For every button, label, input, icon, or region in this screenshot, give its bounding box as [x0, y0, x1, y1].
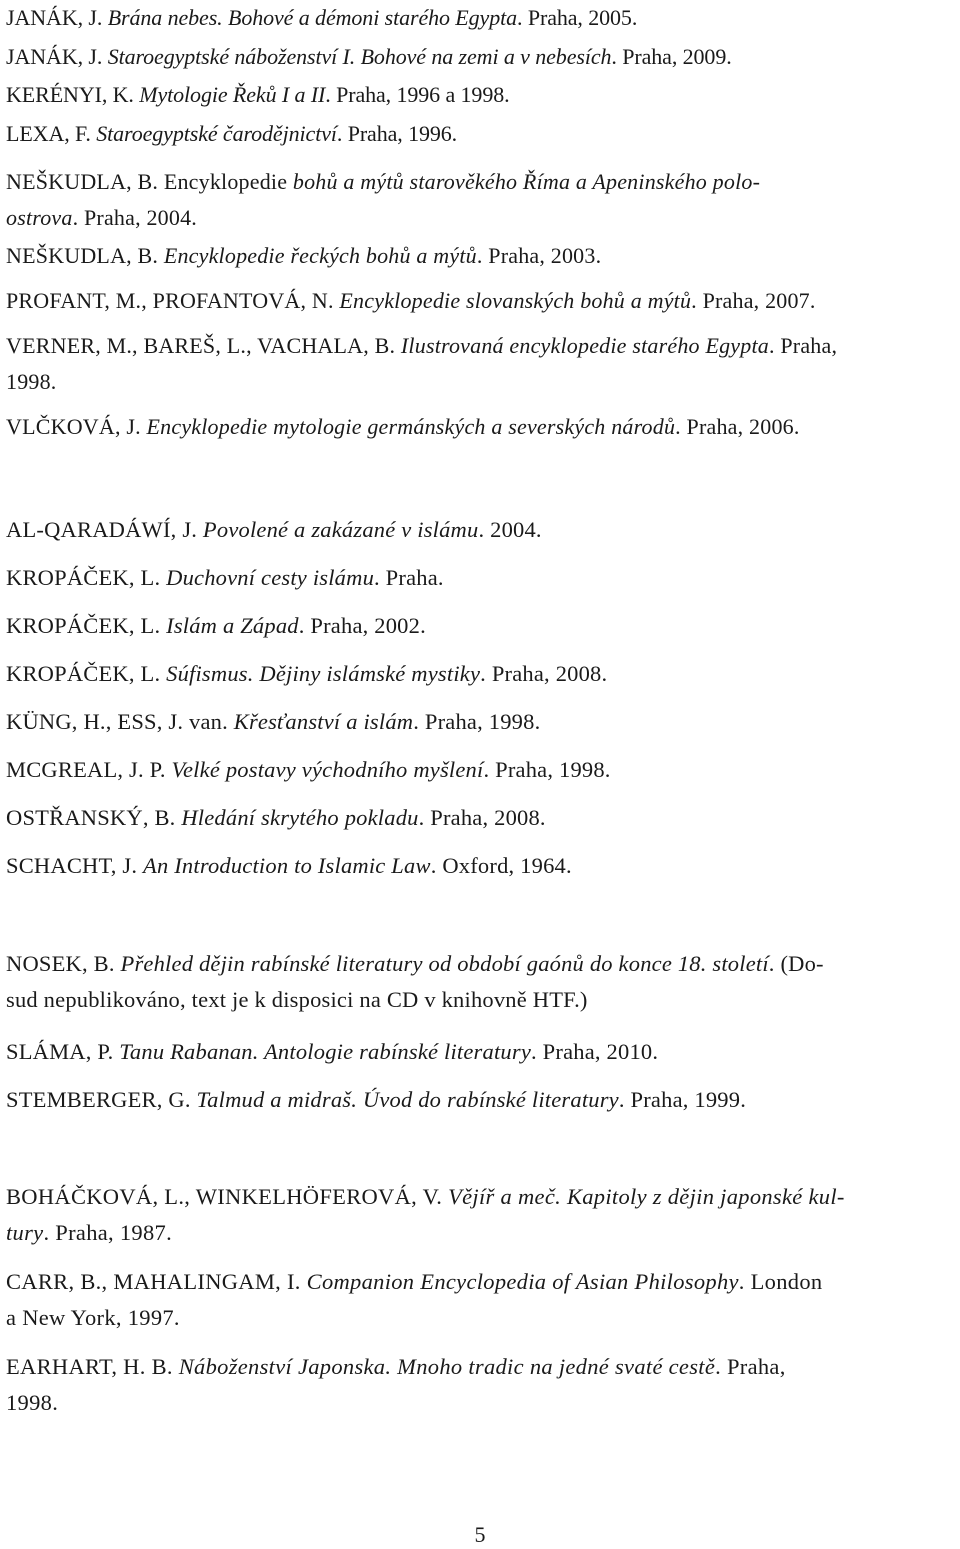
entry-text: JANÁK, J.	[6, 5, 108, 30]
entry-title-text: Přehled dějin rabínské literatury od období gaónů do konce 18. století	[120, 951, 769, 976]
bibliography-entry	[6, 1179, 936, 1251]
entry-line	[6, 39, 936, 75]
entry-text: . Praha, 2006.	[675, 414, 800, 439]
entry-title-text: Encyklopedie slovanských bohů a mýtů	[339, 288, 692, 313]
entry-line	[6, 364, 936, 400]
entry-text: KROPÁČEK, L.	[6, 613, 167, 638]
entry-text: PROFANT, M., PROFANTOVÁ, N.	[6, 288, 340, 313]
entry-line	[6, 946, 936, 982]
entry-text: 1998.	[6, 369, 57, 394]
bibliography-entry	[6, 560, 936, 596]
entry-text: . Praha, 2003.	[476, 243, 602, 268]
entry-text: NEŠKUDLA, B. Encyklopedie	[6, 169, 293, 194]
bibliography-entry	[6, 283, 936, 319]
entry-text: . Praha, 1998.	[483, 757, 611, 782]
bibliography-entry	[6, 608, 936, 644]
bibliography-entry	[6, 800, 936, 836]
entry-text: NOSEK, B.	[6, 951, 121, 976]
entry-title-text: An Introduction to Islamic Law	[143, 853, 431, 878]
entry-text: VLČKOVÁ, J.	[6, 414, 147, 439]
entry-line	[6, 800, 936, 836]
entry-title-text: Staroegyptské náboženství I. Bohové na zemi a v nebesích	[107, 44, 612, 69]
entry-line	[6, 1300, 936, 1336]
entry-text: . Praha, 1996 a 1998.	[325, 82, 510, 107]
entry-text: 1998.	[6, 1390, 59, 1415]
entry-text: . Praha, 2007.	[691, 288, 816, 313]
entry-text: . Praha,	[715, 1354, 786, 1379]
bibliography-entry	[6, 116, 936, 152]
entry-line	[6, 116, 936, 152]
entry-text: KROPÁČEK, L.	[6, 661, 167, 686]
entry-text: . Praha.	[374, 565, 444, 590]
entry-text: . Praha, 2004.	[72, 205, 197, 230]
bibliography-entry	[6, 39, 936, 75]
entry-line	[6, 608, 936, 644]
entry-text: NEŠKUDLA, B.	[6, 243, 164, 268]
entry-text: . Oxford, 1964.	[430, 853, 572, 878]
entry-line	[6, 1034, 936, 1070]
entry-text: . London	[738, 1269, 823, 1294]
entry-title-text: ostrova	[6, 205, 73, 230]
entry-title-text: Duchovní cesty islámu	[166, 565, 375, 590]
entry-text: sud nepublikováno, text je k disposici na CD v knihovně HTF.)	[6, 987, 588, 1012]
entry-text: VERNER, M., BAREŠ, L., VACHALA, B.	[6, 333, 401, 358]
entry-text: . Praha, 2002.	[298, 613, 426, 638]
entry-title-text: Hledání skrytého pokladu	[181, 805, 419, 830]
entry-line	[6, 328, 936, 364]
entry-text: KERÉNYI, K.	[6, 82, 140, 107]
entry-title-text: Vějíř a meč. Kapitoly z dějin japonské kul-	[448, 1184, 845, 1209]
bibliography-entry	[6, 164, 936, 236]
entry-line	[6, 1264, 936, 1300]
page-number: 5	[474, 1522, 486, 1547]
bibliography-entry	[6, 512, 936, 548]
entry-title-text: Islám a Západ	[166, 613, 299, 638]
entry-text: BOHÁČKOVÁ, L., WINKELHÖFEROVÁ, V.	[6, 1184, 449, 1209]
entry-line	[6, 1385, 936, 1421]
entry-title-text: Staroegyptské čarodějnictví	[96, 121, 337, 146]
entry-text: . Praha, 2008.	[480, 661, 608, 686]
entry-title-text: Povolené a zakázané v islámu	[202, 517, 479, 542]
bibliography-entry	[6, 328, 936, 400]
bibliography-entry	[6, 1082, 936, 1118]
entry-title-text: Ilustrovaná encyklopedie starého Egypta	[400, 333, 769, 358]
entry-text: JANÁK, J.	[6, 44, 108, 69]
entry-text: . Praha, 1996.	[336, 121, 458, 146]
entry-line	[6, 1179, 936, 1215]
entry-text: OSTŘANSKÝ, B.	[6, 805, 182, 830]
entry-title-text: tury	[6, 1220, 44, 1245]
bibliography-entry	[6, 848, 936, 884]
bibliography-entry	[6, 656, 936, 692]
entry-text: . Praha,	[768, 333, 838, 358]
bibliography-entry	[6, 752, 936, 788]
entry-text: . Praha, 2009.	[611, 44, 732, 69]
entry-line	[6, 0, 936, 36]
entry-line	[6, 238, 936, 274]
entry-title-text: Encyklopedie mytologie germánských a severských národů	[146, 414, 676, 439]
bibliography-entry	[6, 1264, 936, 1336]
bibliography-entry	[6, 946, 936, 1018]
entry-line	[6, 982, 936, 1018]
entry-title-text: Companion Encyclopedia of Asian Philosophy	[306, 1269, 739, 1294]
entry-line	[6, 164, 936, 200]
entry-line	[6, 77, 936, 113]
bibliography-entry	[6, 1349, 936, 1421]
entry-text: SLÁMA, P.	[6, 1039, 120, 1064]
entry-text: . Praha, 1998.	[413, 709, 541, 734]
entry-line	[6, 283, 936, 319]
entry-text: . Praha, 2005.	[517, 5, 638, 30]
entry-text: CARR, B., MAHALINGAM, I.	[6, 1269, 307, 1294]
entry-text: MCGREAL, J. P.	[6, 757, 172, 782]
entry-title-text: Brána nebes. Bohové a démoni starého Egypta	[107, 5, 518, 30]
entry-text: . (Do-	[768, 951, 824, 976]
entry-text: a New York, 1997.	[6, 1305, 180, 1330]
entry-title-text: Mytologie Řeků I a II	[139, 82, 326, 107]
entry-text: . 2004.	[478, 517, 542, 542]
bibliography-entry	[6, 238, 936, 274]
entry-line	[6, 1215, 936, 1251]
entry-line	[6, 752, 936, 788]
entry-line	[6, 512, 936, 548]
entry-title-text: Náboženství Japonska. Mnoho tradic na jedné svaté cestě	[178, 1354, 716, 1379]
entry-title-text: bohů a mýtů starověkého Říma a Apeninského polo-	[292, 169, 761, 194]
entry-title-text: Velké postavy východního myšlení	[171, 757, 484, 782]
bibliography-entry	[6, 77, 936, 113]
entry-line	[6, 560, 936, 596]
entry-line	[6, 1349, 936, 1385]
entry-line	[6, 848, 936, 884]
bibliography-entry	[6, 1034, 936, 1070]
entry-text: KÜNG, H., ESS, J. van.	[6, 709, 234, 734]
entry-line	[6, 409, 936, 445]
bibliography-entry	[6, 704, 936, 740]
entry-title-text: Křesťanství a islám	[233, 709, 414, 734]
entry-text: . Praha, 2008.	[418, 805, 546, 830]
entry-line	[6, 200, 936, 236]
entry-line	[6, 656, 936, 692]
bibliography-entry	[6, 409, 936, 445]
bibliography-entry	[6, 0, 936, 36]
entry-line	[6, 1082, 936, 1118]
entry-title-text: Súfismus. Dějiny islámské mystiky	[166, 661, 481, 686]
entry-text: STEMBERGER, G.	[6, 1087, 197, 1112]
entry-text: SCHACHT, J.	[6, 853, 144, 878]
entry-title-text: Talmud a midraš. Úvod do rabínské literatury	[196, 1087, 619, 1112]
entry-title-text: Tanu Rabanan. Antologie rabínské literatury	[119, 1039, 532, 1064]
entry-line	[6, 704, 936, 740]
entry-text: . Praha, 2010.	[531, 1039, 659, 1064]
entry-title-text: Encyklopedie řeckých bohů a mýtů	[163, 243, 477, 268]
entry-text: . Praha, 1999.	[618, 1087, 747, 1112]
entry-text: AL-QARADÁWÍ, J.	[6, 517, 203, 542]
entry-text: EARHART, H. B.	[6, 1354, 179, 1379]
entry-text: LEXA, F.	[6, 121, 97, 146]
entry-text: . Praha, 1987.	[43, 1220, 173, 1245]
entry-text: KROPÁČEK, L.	[6, 565, 167, 590]
